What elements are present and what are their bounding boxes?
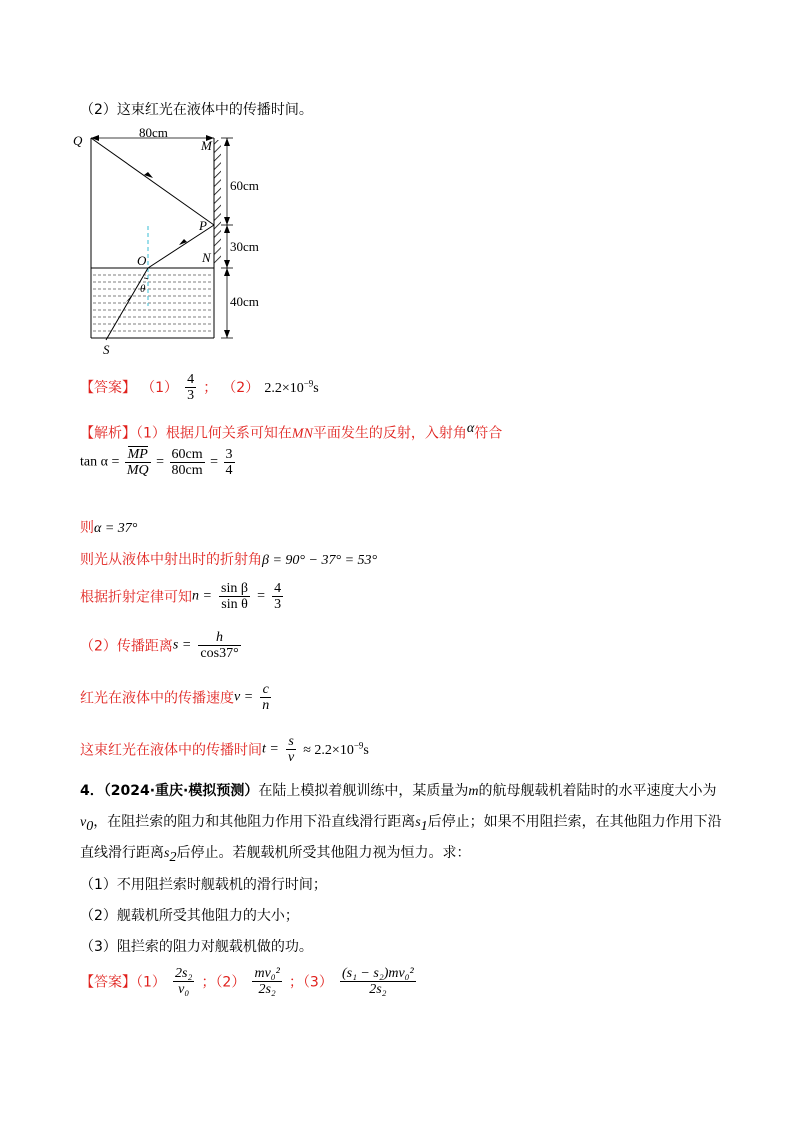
answer2-frac-1: $\frac{\text{2s₂}}{\text{v₀}}$: [175, 966, 193, 997]
q4-sub-2: （2）舰载机所受其他阻力的大小；: [80, 908, 299, 924]
label-n: N: [202, 250, 211, 265]
speed-equation: 红光在液体中的传播速度v = $\frac{c}{n}$: [80, 682, 270, 713]
distance-equation: （2）传播距离s = $\frac{h}{\cos 37^\circ}$: [80, 630, 239, 661]
label-o: O: [137, 253, 147, 268]
q4-line-2: $v_0$，在阻拦索的阻力和其他阻力作用下沿直线滑行距离$s_1$后停止；如果不用阻拦索，在其他阻力作用下沿: [80, 814, 722, 834]
tan-alpha-equation: tan α = $\frac{MP}{MQ}$ = $\frac{60cm}{80cm}$ = $\frac{3}{4}$: [80, 447, 233, 478]
fraction-4-3: $\frac{4}{3}$: [187, 372, 195, 403]
ray-p-to-q: [91, 138, 214, 225]
label-theta: θ: [140, 283, 146, 295]
answer-time-value: $2.2\times 10^{-9}s$: [264, 378, 319, 396]
time-equation: 这束红光在液体中的传播时间t = $\frac{s}{v}$ ≈ $2.2\times 10^{-9}s$: [80, 734, 369, 765]
label-q: Q: [73, 133, 83, 148]
q4-line-1: 4．（2024·重庆·模拟预测）在陆上模拟着舰训练中，某质量为m的航母舰载机着陆时的水平速度大小为: [80, 783, 717, 799]
alpha-result: 则α = 37°: [80, 520, 138, 536]
answer2-frac-2: $\frac{\text{mv₀²}}{\text{2s₂}}$: [254, 966, 280, 997]
label-m: M: [201, 138, 212, 153]
label-60cm: 60cm: [230, 178, 259, 193]
q4-line-3: 直线滑行距离$s_2$后停止。若舰载机所受其他阻力视为恒力。求：: [80, 845, 471, 865]
analysis-line-1: 【解析】（1）根据几何关系可知在MN平面发生的反射，入射角$^\alpha$符合: [80, 421, 503, 442]
answer2-frac-3: $\frac{\text{(s₁ − s₂)mv₀²}}{\text{2s₂}}$: [341, 966, 414, 997]
label-30cm: 30cm: [230, 239, 259, 254]
answer-block-2: 【答案】（1） $\frac{\text{2s₂}}{\text{v₀}}$ ；（2） $\frac{\text{mv₀²}}{\text{2s₂}}$ ；（3） $\frac{\text{(s₁ − s₂)mv₀²}}{\text{2s₂}}$: [80, 966, 414, 997]
arrow-p-q: [144, 172, 153, 178]
ray-s-to-o: [106, 268, 148, 340]
optics-diagram: [60, 128, 280, 358]
label-p: P: [199, 218, 207, 233]
arrow-o-p: [179, 239, 187, 245]
q4-sub-3: （3）阻拦索的阻力对舰载机做的功。: [80, 939, 313, 955]
question-part-2: （2）这束红光在液体中的传播时间。: [80, 102, 313, 118]
answer-tag: 【答案】: [80, 380, 136, 396]
q4-sub-1: （1）不用阻拦索时舰载机的滑行时间；: [80, 877, 327, 893]
liquid-dashes: [93, 275, 212, 331]
answer-block-1: 【答案】 （1） $\frac{4}{3}$ ； （2） $2.2\times 10^{-9}s$: [80, 372, 319, 403]
mirror-hatching: [214, 140, 221, 264]
label-40cm: 40cm: [230, 294, 259, 309]
snell-law: 根据折射定律可知n = $\frac{\text{sin β}}{\text{sin θ}}$ = $\frac{4}{3}$: [80, 581, 282, 612]
label-80cm: 80cm: [139, 128, 168, 140]
label-s: S: [103, 342, 110, 357]
beta-result: 则光从液体中射出时的折射角β = 90° − 37° = 53°: [80, 552, 378, 568]
